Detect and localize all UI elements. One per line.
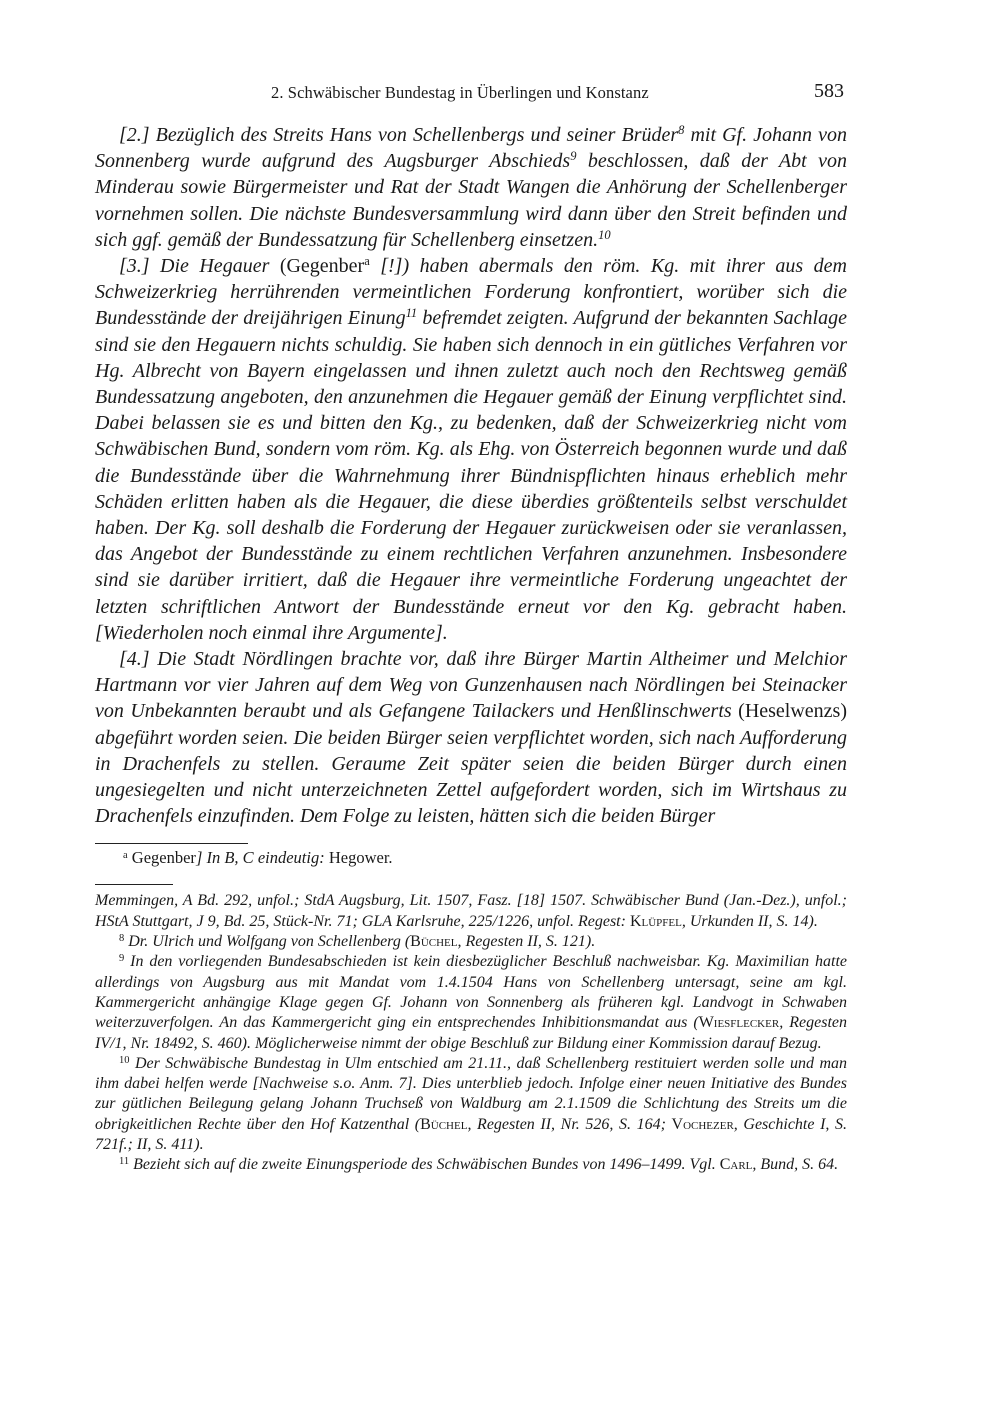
- footnote-11: [95, 1155, 847, 1175]
- footnote-number: 10: [119, 1054, 130, 1066]
- paragraph-2-text-b: mit Gf. Johann von Sonnenberg wurde aufgrund des Augsburger Abschieds: [95, 124, 848, 173]
- paragraph-4-text-a: [4.] Die Stadt Nördlingen brachte vor, daß ihre Bürger Martin Altheimer und Melchior Hartmann vor vier Jahren auf dem Weg von Gunzenhausen nach Nördlingen bei Steinacker von Unbekannten beraubt und als Gefangene Tailackers und Henßlinschwerts: [95, 648, 847, 723]
- page-number: 583: [814, 80, 844, 102]
- footnote-ref-8[interactable]: 8: [678, 123, 685, 137]
- footnote-number: 9: [119, 953, 125, 965]
- footnote-11-text-b: , Bund, S. 64.: [752, 1156, 839, 1174]
- footnote-number: 11: [119, 1156, 130, 1168]
- author-name: Büchel: [410, 933, 458, 951]
- paragraph-3: [95, 253, 847, 646]
- author-name: Büchel: [420, 1115, 468, 1133]
- paragraph-3-text-a: [3.] Die Hegauer: [119, 255, 280, 278]
- apparatus-comment: ] In B, C eindeutig:: [195, 848, 325, 868]
- running-title: 2. Schwäbischer Bundestag in Überlingen und Konstanz: [271, 83, 649, 102]
- footnote-ref-10[interactable]: 10: [598, 227, 611, 242]
- paragraph-2-text-a: [2.] Bezüglich des Streits Hans von Schellenbergs und seiner Brüder: [119, 124, 679, 146]
- author-name: Vochezer: [671, 1115, 734, 1133]
- footnote-divider: [95, 884, 173, 885]
- footnote-10-text-c: , Geschichte I, S. 721f.; II, S. 411).: [95, 1115, 848, 1154]
- apparatus-lemma: Gegenber: [131, 848, 196, 868]
- footnote-8: [95, 932, 847, 952]
- author-name: Klüpfel: [629, 912, 682, 930]
- footnote-9: [95, 952, 847, 1053]
- main-text: [95, 122, 847, 829]
- footnote-10-text-a: Der Schwäbische Bundestag in Ulm entschied am 21.11., daß Schellenberg restituiert werden solle und man ihm dabei helfen werde [Nachweise s.o. Anm. 7]. Dies unterblieb jedoch. Infolge einer neuen Initiative des Bundes zur gütlichen Beilegung gelang Johann Truchseß von Waldburg am 2.1.1509 die Schlichtung des Streits um die obrigkeitlichen Rechte über den Hof Katzenthal (: [95, 1054, 847, 1133]
- footnote-9-text-b: , Regesten IV/1, Nr. 18492, S. 460). Möglicherweise nimmt der obige Beschluß zur Bildung einer Kommission darauf Bezug.: [95, 1014, 848, 1052]
- footnote-cont-text-b: , Urkunden II, S. 14).: [681, 912, 818, 930]
- paragraph-4-text-b: abgeführt worden seien. Die beiden Bürger seien verpflichtet worden, sich nach Aufforderung in Drachenfels zu stellen. Geraume Zeit später seien die beiden Bürger durch einen ungesiegelten und nicht unterzeichneten Zettel aufgefordert worden, sich im Wirtshaus zu Drachenfels einzufinden. Dem Folge zu leisten, hätten sich die beiden Bürger: [95, 726, 847, 828]
- paragraph-4: [95, 646, 847, 829]
- footnote-cont-text-a: Memmingen, A Bd. 292, unfol.; StdA Augsburg, Lit. 1507, Fasz. [18] 1507. Schwäbischer Bund (Jan.-Dez.), unfol.; HStA Stuttgart, J 9, Bd. 25, Stück-Nr. 71; GLA Karlsruhe, 225/1226, unfol. Regest:: [95, 892, 847, 930]
- apparatus-ref-a[interactable]: a: [364, 254, 370, 269]
- footnote-8-text-b: , Regesten II, S. 121).: [457, 933, 596, 951]
- footnote-continuation: [95, 891, 847, 932]
- footnote-10: [95, 1054, 847, 1155]
- paragraph-2-text-c: beschlossen, daß der Abt von Minderau sowie Bürgermeister und Rat der Stadt Wangen die Anhörung der Schellenberger vornehmen sollen. Die nächste Bundesversammlung wird dann über den Streit befinden und sich ggf. gemäß der Bundessatzung für Schellenberg einsetzen.: [95, 150, 847, 251]
- paragraph-3-text-c: befremdet zeigten. Aufgrund der bekannten Sachlage sind sie den Hegauern nichts schuldig. Sie haben sich dennoch in ein gütliches Verfahren vor Hg. Albrecht von Bayern eingelassen und ihnen zuletzt auch noch den Rechtsweg gemäß Bundessatzung angeboten, den anzunehmen die Hegauer gemäß der Einung verpflichtet sind. Dabei belassen sie es und bitten den Kg., zu bedenken, daß der Schweizerkrieg nicht vom Schwäbischen Bund, sondern vom röm. Kg. als Ehg. von Österreich begonnen wurde und daß die Bundesstände über die Wahrnehmung ihrer Bündnispflichten hinaus erheblich mehr Schäden erlitten haben als die Hegauer, die diese überdies größtenteils selbst verschuldet haben. Der Kg. soll deshalb die Forderung der Hegauer zurückweisen oder sie veranlassen, das Angebot der Bundesstände zu einem rechtlichen Verfahren anzunehmen. Insbesondere sind sie darüber irritiert, daß die Hegauer ihre vermeintliche Forderung ungeachtet der letzten schriftlichen Antwort der Bundesstände erneut vor den Kg. gebracht haben. [Wiederholen noch einmal ihre Argumente].: [95, 307, 847, 644]
- author-name: Wiesflecker: [698, 1014, 780, 1032]
- footnote-ref-9[interactable]: 9: [570, 149, 577, 164]
- apparatus-mark: a: [123, 850, 128, 862]
- apparatus-reading: Hegower.: [324, 848, 393, 868]
- footnote-number: 8: [119, 933, 125, 945]
- apparatus-divider: [95, 843, 248, 844]
- footnote-ref-11[interactable]: 11: [405, 306, 418, 321]
- author-name: Carl: [719, 1156, 753, 1174]
- footnotes: [95, 891, 847, 1175]
- running-head: [95, 80, 847, 108]
- apparatus-note-a: [123, 847, 847, 869]
- footnote-8-text-a: Dr. Ulrich und Wolfgang von Schellenberg (: [124, 933, 411, 951]
- document-page: [95, 80, 847, 1176]
- footnote-9-text-a: In den vorliegenden Bundesabschieden ist kein diesbezüglicher Beschluß nachweisbar. Kg. Maximilian hatte allerdings von Augsburg aus mit Mandat vom 1.4.1504 Hans von Schellenberg untersagt, seine am kgl. Kammergericht anhängige Klage gegen Gf. Johann von Sonnenberg als früheren kgl. Landvogt in Schwaben weiterzuverfolgen. An das Kammergericht ging ein entsprechendes Inhibitionsmandat aus (: [95, 953, 847, 1032]
- quoted-term-heselwenzs: (Heselwenzs): [738, 700, 847, 723]
- footnote-10-text-b: , Regesten II, Nr. 526, S. 164;: [467, 1115, 672, 1133]
- paragraph-3-text-b: [!]) haben abermals den röm. Kg. mit ihrer aus dem Schweizerkrieg herrührenden vermeintlichen Forderung konfrontiert, worüber sich die Bundesstände der dreijährigen Einung: [95, 255, 847, 330]
- paragraph-2: [95, 122, 847, 253]
- quoted-term-gegenber: (Gegenber: [279, 255, 365, 278]
- footnote-11-text-a: Bezieht sich auf die zweite Einungsperiode des Schwäbischen Bundes von 1496–1499. Vgl.: [129, 1156, 720, 1174]
